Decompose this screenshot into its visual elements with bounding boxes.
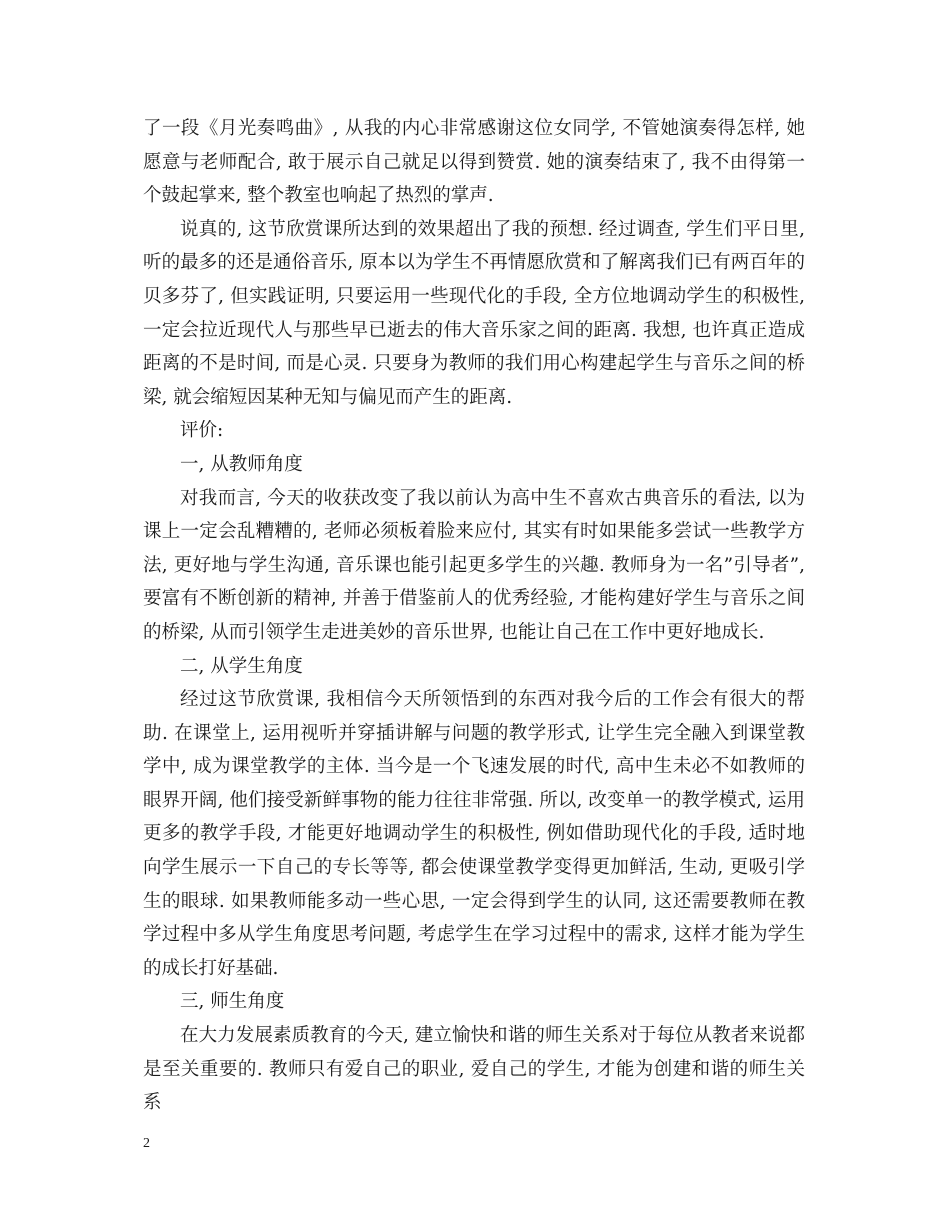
paragraph: 说真的, 这节欣赏课所达到的效果超出了我的预想. 经过调查, 学生们平日里, 听的最多的还是通俗音乐, 原本以为学生不再情愿欣赏和了解离我们已有两百年的贝多芬了, 但实践证明, 只要运用一些现代化的手段, 全方位地调动学生的积极性, 一定会拉近现代人与那些早已逝去的伟大音乐家之间的距离. 我想, 也许真正造成距离的不是时间, 而是心灵. 只要身为教师的我们用心构建起学生与音乐之间的桥梁, 就会缩短因某种无知与偏见而产生的距离. — [143, 218, 805, 408]
page-number: 2 — [143, 1136, 150, 1151]
paragraph: 对我而言, 今天的收获改变了我以前认为高中生不喜欢古典音乐的看法, 以为课上一定会乱糟糟的, 老师必须板着脸来应付, 其实有时如果能多尝试一些教学方法, 更好地与学生沟通, 音乐课也能引起更多学生的兴趣. 教师身为一名”引导者”, 要富有不断创新的精神, 并善于借鉴前人的优秀经验, 才能构建好学生与音乐之间的桥梁, 从而引领学生走进美妙的音乐世界, 也能让自己在工作中更好地成长. — [143, 487, 805, 643]
paragraph: 了一段《月光奏鸣曲》, 从我的内心非常感谢这位女同学, 不管她演奏得怎样, 她愿意与老师配合, 敢于展示自己就足以得到赞赏. 她的演奏结束了, 我不由得第一个鼓起掌来, 整个教室也响起了热烈的掌声. — [143, 118, 805, 207]
paragraph: 经过这节欣赏课, 我相信今天所领悟到的东西对我今后的工作会有很大的帮助. 在课堂上, 运用视听并穿插讲解与问题的教学形式, 让学生完全融入到课堂教学中, 成为课堂教学的主体. 当今是一个飞速发展的时代, 高中生未必不如教师的眼界开阔, 他们接受新鲜事物的能力往往非常强. 所以, 改变单一的教学模式, 运用更多的教学手段, 才能更好地调动学生的积极性, 例如借助现代化的手段, 适时地向学生展示一下自己的专长等等, 都会使课堂教学变得更加鲜活, 生动, 更吸引学生的眼球. 如果教师能多动一些心思, 一定会得到学生的认同, 这还需要教师在教学过程中多从学生角度思考问题, 考虑学生在学习过程中的需求, 这样才能为学生的成长打好基础. — [143, 689, 805, 979]
section-heading: 评价: — [180, 420, 224, 442]
paragraph: 在大力发展素质教育的今天, 建立愉快和谐的师生关系对于每位从教者来说都是至关重要的. 教师只有爱自己的职业, 爱自己的学生, 才能为创建和谐的师生关系 — [143, 1025, 805, 1114]
section-heading: 一, 从教师角度 — [180, 453, 303, 475]
section-heading: 三, 师生角度 — [180, 991, 285, 1013]
section-heading: 二, 从学生角度 — [180, 655, 303, 677]
body-text — [143, 112, 805, 1120]
